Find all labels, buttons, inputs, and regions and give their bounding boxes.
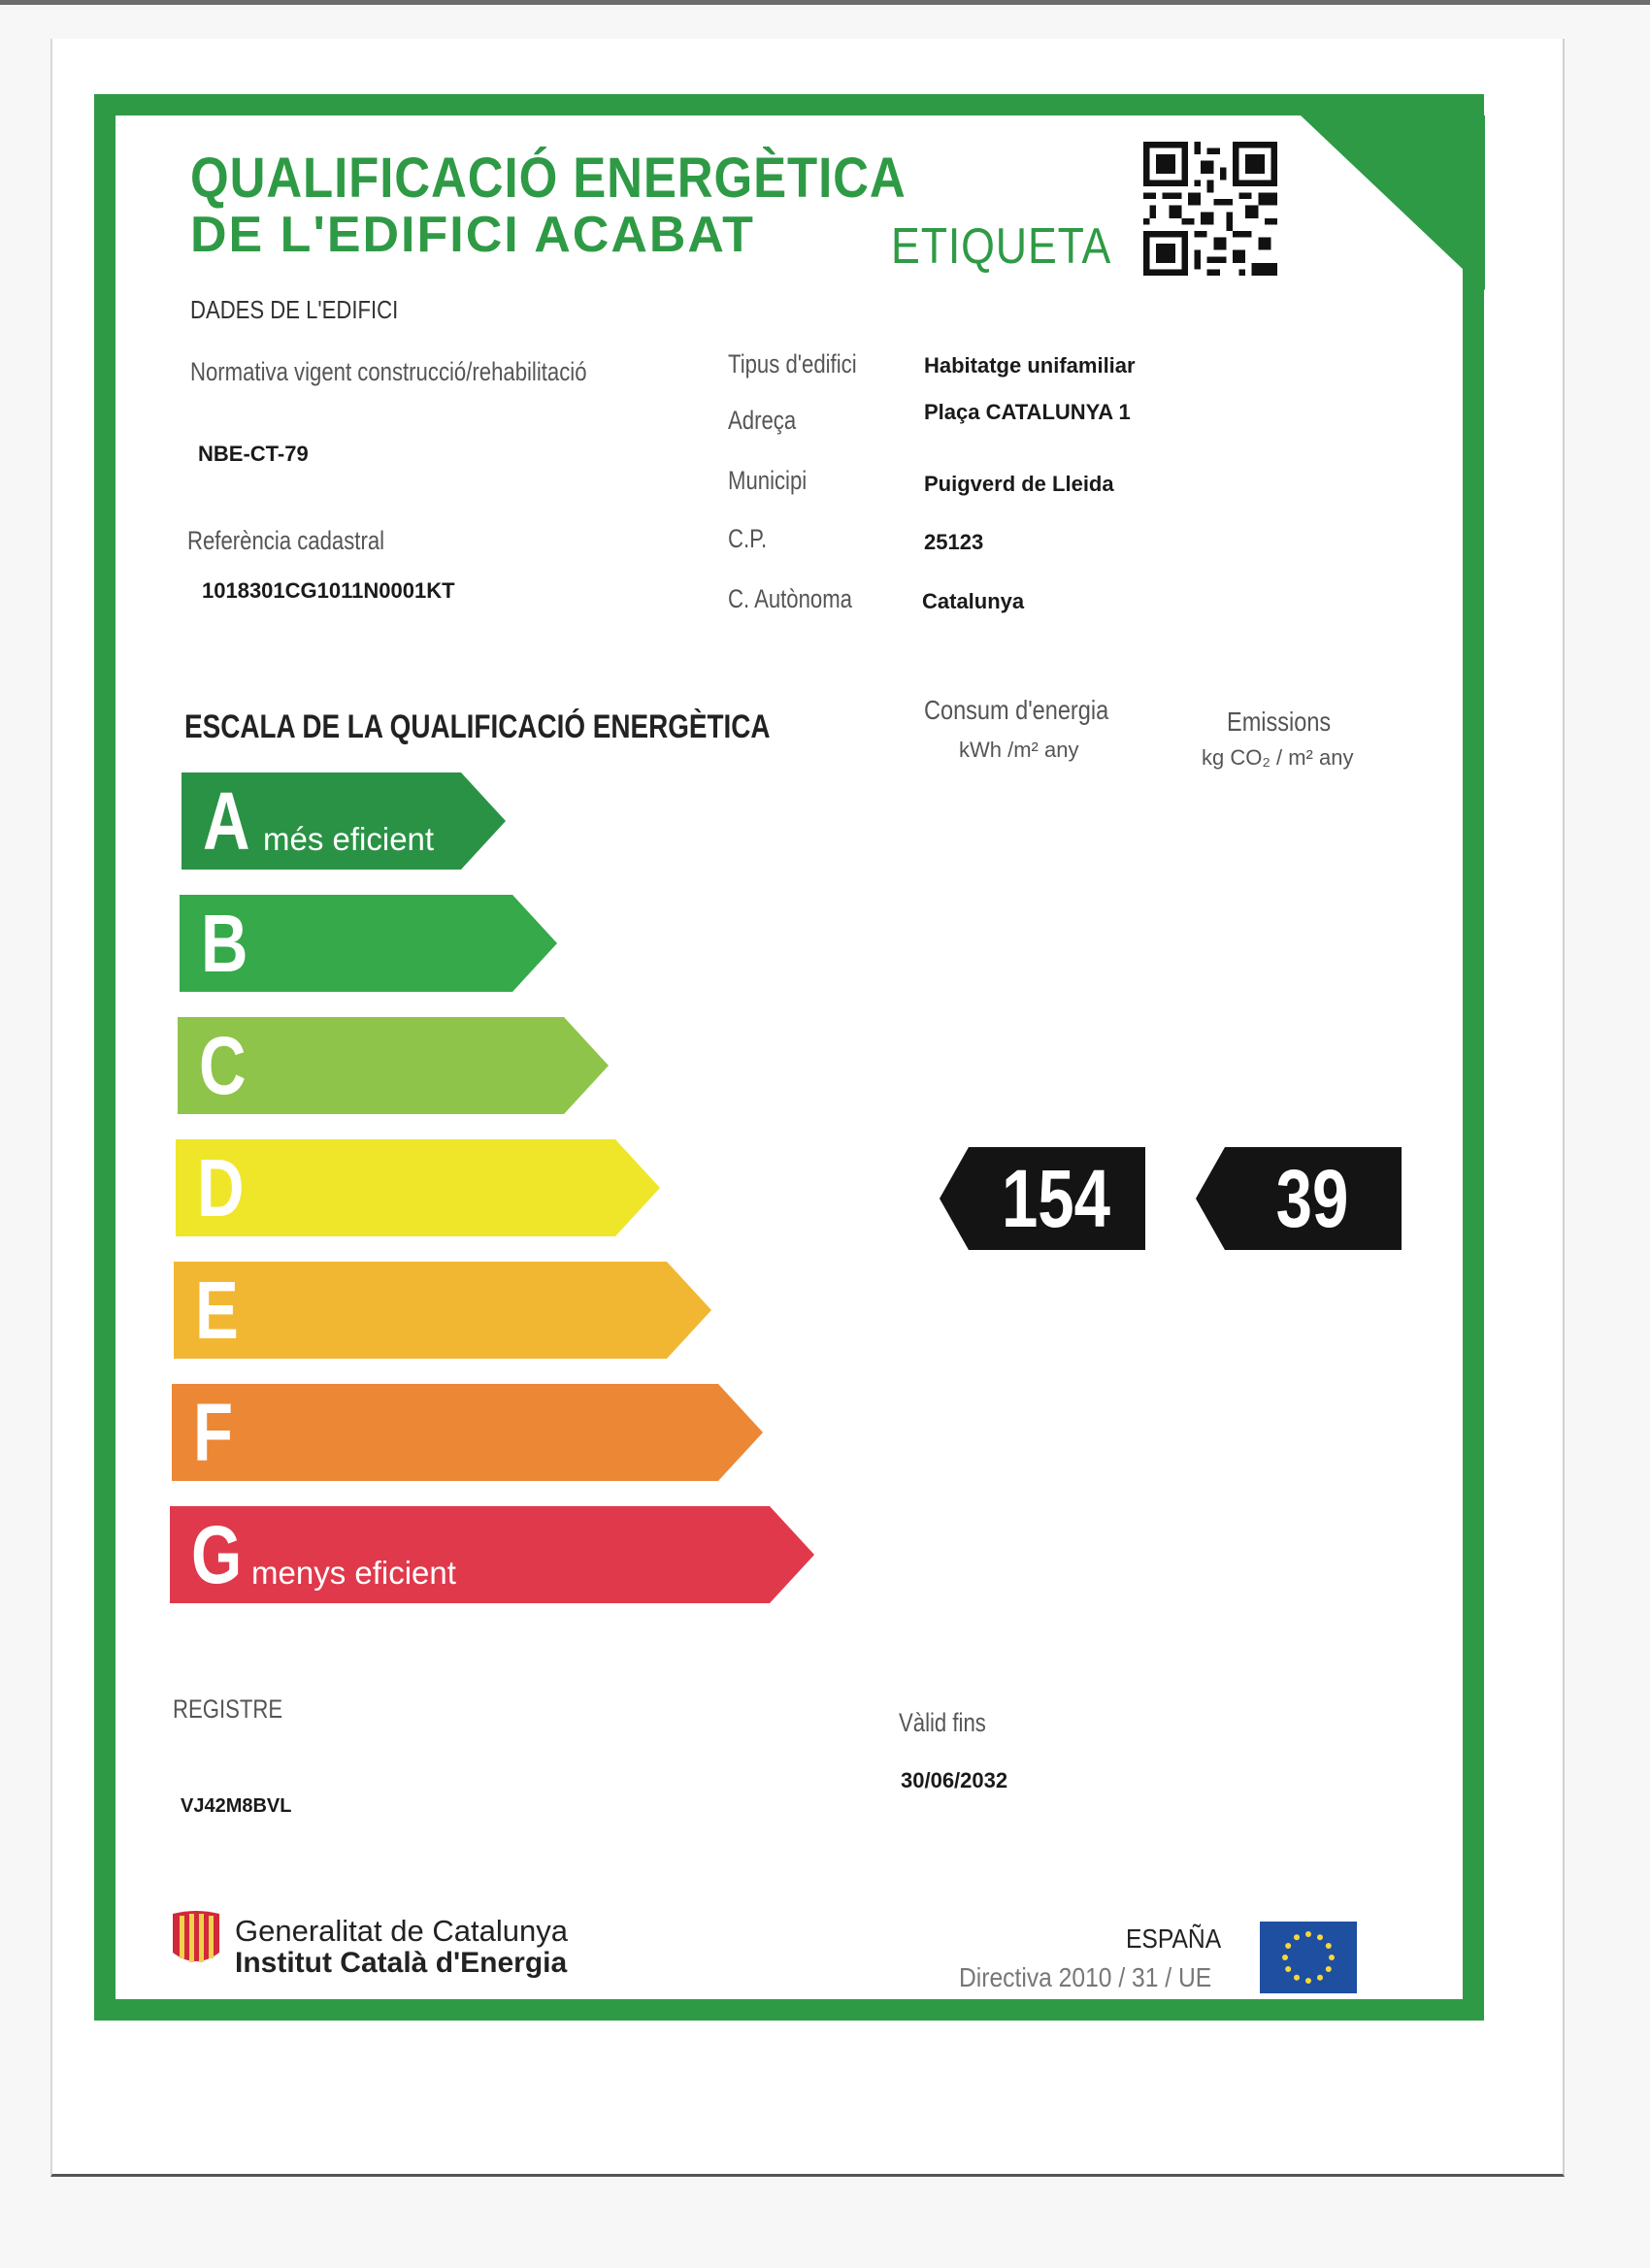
postcode-value: 25123 bbox=[924, 530, 984, 554]
directive-label: Directiva 2010 / 31 / UE bbox=[959, 1962, 1212, 1992]
qr-code-icon bbox=[1143, 142, 1277, 276]
generalitat-logo-icon bbox=[171, 1910, 221, 1966]
rating-bar-c bbox=[178, 1017, 609, 1114]
valid-until-value: 30/06/2032 bbox=[901, 1768, 1008, 1792]
org-name-line1: Generalitat de Catalunya bbox=[235, 1914, 568, 1948]
emissions-header: Emissions bbox=[1227, 707, 1332, 737]
registry-value: VJ42M8BVL bbox=[181, 1795, 292, 1817]
municipality-label: Municipi bbox=[728, 466, 808, 495]
title-line-2: DE L'EDIFICI ACABAT bbox=[190, 207, 755, 263]
consumption-header: Consum d'energia bbox=[924, 695, 1109, 725]
cadastral-ref-value: 1018301CG1011N0001KT bbox=[202, 578, 455, 603]
rating-letter: G bbox=[191, 1509, 243, 1600]
emissions-badge bbox=[1196, 1147, 1402, 1250]
rating-letter: D bbox=[197, 1142, 245, 1233]
rating-bar-g bbox=[170, 1506, 814, 1603]
normativa-label: Normativa vigent construcció/rehabilitació bbox=[190, 357, 587, 386]
region-value: Catalunya bbox=[922, 589, 1025, 613]
emissions-value: 39 bbox=[1275, 1153, 1349, 1244]
scan-edge bbox=[0, 0, 1650, 5]
consumption-value: 154 bbox=[1001, 1153, 1111, 1244]
building-type-label: Tipus d'edifici bbox=[728, 349, 857, 378]
consumption-badge bbox=[940, 1147, 1145, 1250]
rating-bar-b bbox=[180, 895, 557, 992]
building-data-title: DADES DE L'EDIFICI bbox=[190, 295, 399, 324]
rating-description: més eficient bbox=[263, 821, 435, 857]
scale-title: ESCALA DE LA QUALIFICACIÓ ENERGÈTICA bbox=[184, 708, 771, 745]
region-label: C. Autònoma bbox=[728, 584, 852, 613]
municipality-value: Puigverd de Lleida bbox=[924, 472, 1114, 496]
rating-letter: F bbox=[193, 1387, 234, 1478]
org-name-line2: Institut Català d'Energia bbox=[235, 1947, 568, 1979]
rating-letter: E bbox=[195, 1265, 239, 1356]
address-value: Plaça CATALUNYA 1 bbox=[924, 400, 1131, 424]
emissions-unit: kg CO₂ / m² any bbox=[1202, 745, 1354, 770]
rating-description: menys eficient bbox=[251, 1555, 456, 1591]
rating-bar-f bbox=[172, 1384, 763, 1481]
rating-bar-e bbox=[174, 1262, 711, 1359]
rating-letter: A bbox=[203, 775, 250, 867]
rating-bar-d bbox=[176, 1139, 660, 1236]
building-type-value: Habitatge unifamiliar bbox=[924, 353, 1136, 378]
postcode-label: C.P. bbox=[728, 524, 768, 553]
normativa-value: NBE-CT-79 bbox=[198, 442, 309, 466]
label-word: ETIQUETA bbox=[891, 218, 1112, 275]
cadastral-ref-label: Referència cadastral bbox=[187, 526, 385, 555]
rating-bar-a bbox=[182, 772, 506, 870]
valid-until-label: Vàlid fins bbox=[899, 1708, 986, 1737]
registry-label: REGISTRE bbox=[173, 1694, 283, 1724]
address-label: Adreça bbox=[728, 406, 797, 435]
rating-letter: C bbox=[199, 1020, 247, 1111]
country-label: ESPAÑA bbox=[1126, 1923, 1222, 1954]
title-line-1: QUALIFICACIÓ ENERGÈTICA bbox=[190, 147, 907, 210]
consumption-unit: kWh /m² any bbox=[959, 738, 1079, 762]
frame-corner-decoration bbox=[1301, 115, 1485, 290]
eu-flag-icon bbox=[1260, 1922, 1357, 1993]
rating-letter: B bbox=[201, 898, 248, 989]
